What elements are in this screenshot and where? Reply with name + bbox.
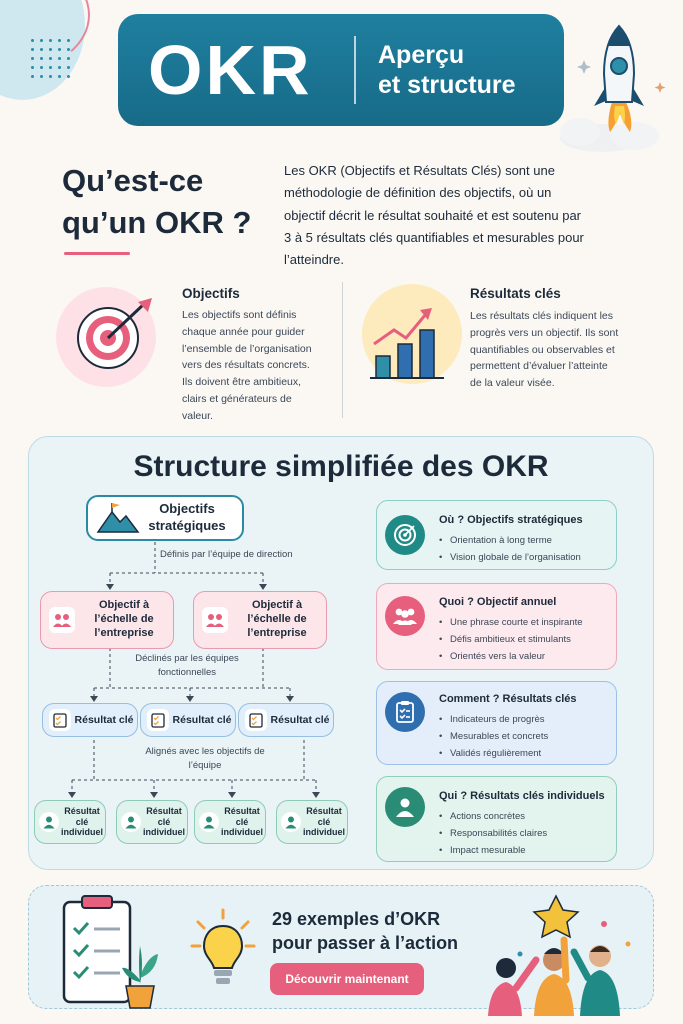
card-key-results-title: Comment ? Résultats clés (439, 693, 577, 705)
mountain-flag-icon (96, 502, 140, 534)
individual-result-node (116, 800, 188, 844)
individual-result-label: Résultat clé individuel (142, 805, 185, 838)
card-key-results-item: • Indicateurs de progrès (439, 711, 548, 728)
team-celebration-illustration (480, 894, 650, 1016)
key-results-text: Les résultats clés indiquent les progrès vers un objectif. Ils sont quantifiables ou observables et permettent d’évaluer l’atteinte de la valeur visée. (470, 310, 619, 390)
card-strategic-item: • Orientation à long terme (439, 532, 581, 549)
checklist-icon (245, 709, 267, 731)
checklist-icon (49, 709, 71, 731)
card-strategic (376, 500, 617, 570)
objectives-title: Objectifs (182, 286, 240, 301)
subtitle-line-2: et structure (378, 71, 516, 99)
card-annual-title: Quoi ? Objectif annuel (439, 596, 557, 608)
individual-result-node (276, 800, 348, 844)
key-result-node (140, 703, 236, 737)
individual-result-label: Résultat clé individuel (220, 805, 263, 838)
card-individual-item: • Actions concrètes (439, 808, 547, 825)
intro-paragraph: Les OKR (Objectifs et Résultats Clés) sont une méthodologie de définition des objectifs, où un objectif décrit le résultat souhaité et est soutenu par 3 à 5 résultats clés quantifiables et mesurables pour l’atteindre. (284, 163, 584, 268)
bulb-icon (190, 906, 256, 990)
page-title: OKR (148, 31, 313, 109)
person-icon (281, 812, 301, 832)
card-annual (376, 583, 617, 670)
intro-heading-line-2: qu’un OKR ? (62, 204, 252, 240)
card-individual (376, 776, 617, 862)
card-individual-item: • Responsabilités claires (439, 825, 547, 842)
company-objective-node (40, 591, 174, 649)
key-result-label: Résultat clé (74, 713, 134, 726)
individual-result-node (194, 800, 266, 844)
checklist-icon (147, 709, 169, 731)
card-annual-item: • Défis ambitieux et stimulants (439, 631, 583, 648)
key-result-label: Résultat clé (172, 713, 232, 726)
caption-functional: Déclinés par les équipes fonctionnelles (135, 653, 239, 678)
strategic-objectives-node (86, 495, 244, 541)
cta-title-line-1: 29 exemples d’OKR (272, 909, 441, 929)
person-icon (39, 812, 59, 832)
caption-aligned: Alignés avec les objectifs de l’équipe (145, 746, 265, 771)
objectives-text: Les objectifs sont définis chaque année pour guider l’ensemble de l’organisation vers des résultats concrets. Ils doivent être ambitieux, clairs et générateurs de valeur. (182, 309, 312, 422)
card-annual-item: • Une phrase courte et inspirante (439, 614, 583, 631)
intro-heading-line-1: Qu’est-ce (62, 163, 204, 198)
plant-icon (118, 936, 162, 1010)
card-individual-title: Qui ? Résultats clés individuels (439, 790, 605, 802)
card-key-results (376, 681, 617, 765)
card-strategic-title: Où ? Objectifs stratégiques (439, 514, 583, 526)
individual-result-node (34, 800, 106, 844)
key-result-node (42, 703, 138, 737)
cta-title (272, 908, 458, 956)
company-objective-label: Objectif à l’échelle de l’entreprise (94, 599, 154, 639)
individual-result-label: Résultat clé individuel (302, 805, 345, 838)
card-key-results-list (439, 711, 548, 762)
card-strategic-item: • Vision globale de l’organisation (439, 549, 581, 566)
team-icon (385, 596, 425, 636)
card-annual-item: • Orientés vers la valeur (439, 648, 583, 665)
person-icon (385, 787, 425, 827)
structure-title: Structure simplifiée des OKR (133, 450, 549, 483)
card-strategic-list (439, 532, 581, 566)
key-result-label: Résultat clé (270, 713, 330, 726)
card-individual-item: • Impact mesurable (439, 842, 547, 859)
card-individual-list (439, 808, 547, 859)
strategic-objectives-label: Objectifs stratégiques (148, 501, 226, 533)
individual-result-label: Résultat clé individuel (60, 805, 103, 838)
target-icon (385, 515, 425, 555)
team-icon (49, 607, 75, 633)
cta-title-line-2: pour passer à l’action (272, 932, 459, 953)
discover-now-button[interactable]: Découvrir maintenant (270, 963, 424, 995)
subtitle-line-1: Aperçu (378, 40, 465, 69)
company-objective-label: Objectif à l’échelle de l’entreprise (247, 599, 307, 639)
card-annual-list (439, 614, 583, 665)
person-icon (121, 812, 141, 832)
person-icon (199, 812, 219, 832)
team-icon (202, 607, 228, 633)
key-result-node (238, 703, 334, 737)
card-key-results-item: • Validés régulièrement (439, 745, 548, 762)
checklist-icon (385, 692, 425, 732)
card-key-results-item: • Mesurables et concrets (439, 728, 548, 745)
company-objective-node (193, 591, 327, 649)
key-results-title: Résultats clés (470, 286, 561, 301)
caption-direction: Définis par l’équipe de direction (160, 549, 293, 560)
